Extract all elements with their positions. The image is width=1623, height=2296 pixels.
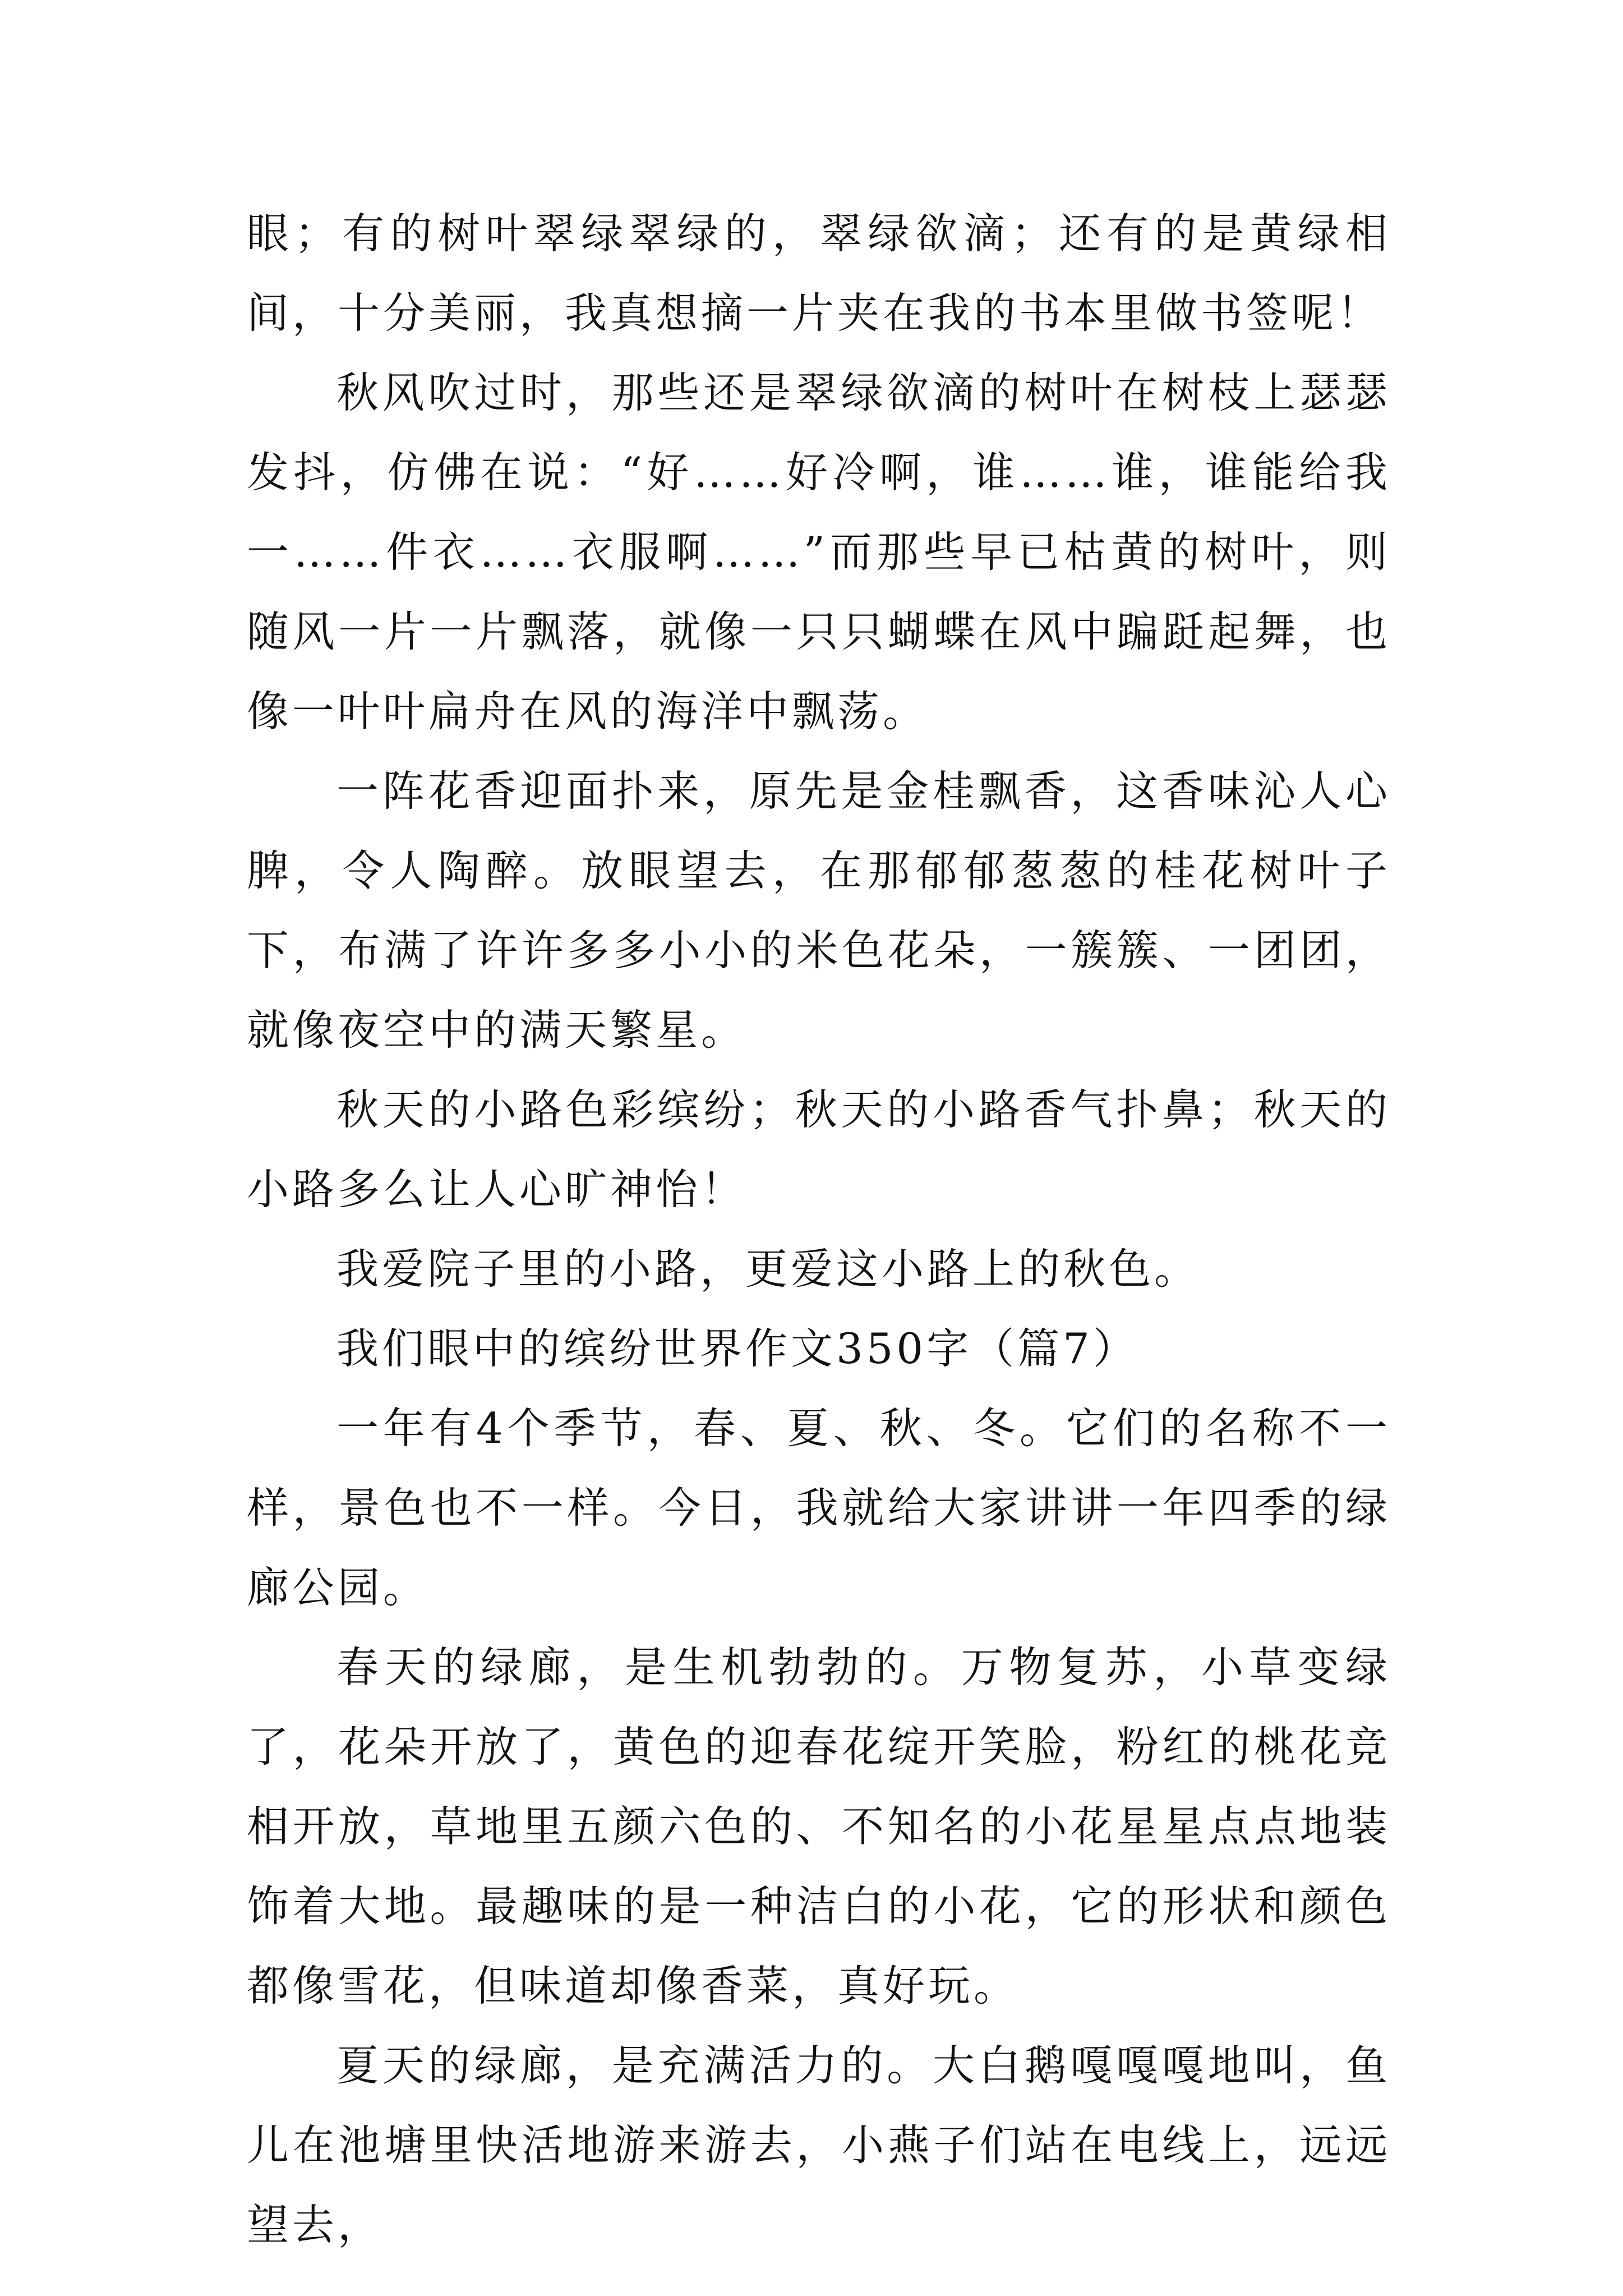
paragraph-love-path: 我爱院子里的小路，更爱这小路上的秋色。 (336, 1244, 1200, 1294)
paragraph-four-seasons: 一年有4个季节，春、夏、秋、冬。它们的名称不一样，景色也不一样。今日，我就给大家讲讲一年四季的绿廊公园。 (247, 1404, 1391, 1612)
essay-heading: 我们眼中的缤纷世界作文350字（篇7） (336, 1324, 1138, 1373)
paragraph-osmanthus: 一阵花香迎面扑来，原先是金桂飘香，这香味沁人心脾，令人陶醉。放眼望去，在那郁郁葱葱的桂花树叶子下，布满了许许多多小小的米色花朵，一簇簇、一团团，就像夜空中的满天繁星。 (247, 766, 1391, 1055)
paragraph-continuation: 眼；有的树叶翠绿翠绿的，翠绿欲滴；还有的是黄绿相间，十分美丽，我真想摘一片夹在我的书本里做书签呢！ (247, 209, 1391, 338)
paragraph-summer: 夏天的绿廊，是充满活力的。大白鹅嘎嘎嘎地叫，鱼儿在池塘里快活地游来游去，小燕子们站在电线上，远远望去， (247, 2041, 1391, 2249)
paragraph-autumn-wind: 秋风吹过时，那些还是翠绿欲滴的树叶在树枝上瑟瑟发抖，仿佛在说：“好……好冷啊，谁……谁，谁能给我一……件衣……衣服啊……”而那些早已枯黄的树叶，则随风一片一片飘落，就像一只只蝴蝶在风中蹁跹起舞，也像一叶叶扁舟在风的海洋中飘荡。 (247, 368, 1391, 736)
paragraph-autumn-path: 秋天的小路色彩缤纷；秋天的小路香气扑鼻；秋天的小路多么让人心旷神怡！ (247, 1085, 1391, 1214)
document-body (247, 194, 1391, 2265)
paragraph-spring: 春天的绿廊，是生机勃勃的。万物复苏，小草变绿了，花朵开放了，黄色的迎春花绽开笑脸，粉红的桃花竞相开放，草地里五颜六色的、不知名的小花星星点点地装饰着大地。最趣味的是一种洁白的小花，它的形状和颜色都像雪花，但味道却像香菜，真好玩。 (247, 1642, 1391, 2010)
